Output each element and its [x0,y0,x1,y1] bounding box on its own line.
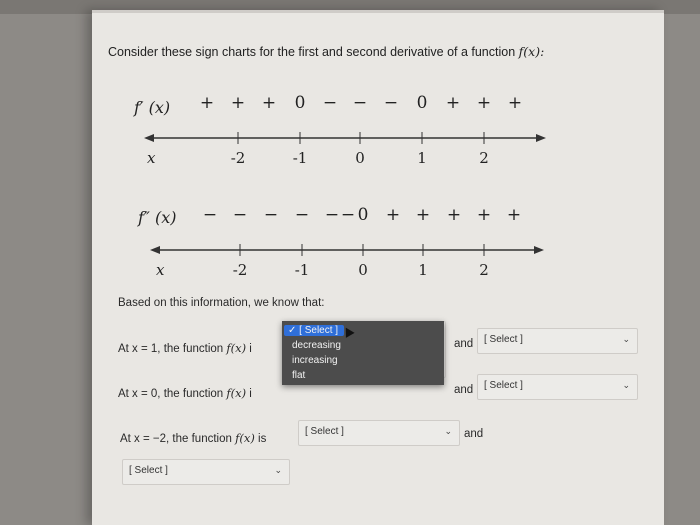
tick-label: 0 [355,149,365,167]
first-derivative-label: f′ (x) [134,98,171,117]
prompt-text: At x = 1, the function [118,343,224,355]
prompt-tail: i [249,343,252,355]
dropdown-option-decreasing[interactable]: decreasing [292,340,341,351]
sign-symbol: 0 [294,93,306,113]
sign-symbol: + [446,205,462,225]
number-lines [92,10,664,525]
sign-symbol: − [340,205,356,225]
dropdown-option-select[interactable]: ✓ [ Select ] [284,325,344,336]
select-value: [ Select ] [484,334,523,345]
axis-variable-label: x [147,149,156,167]
x0-concavity-select[interactable] [477,374,638,400]
prompt-tail: i [249,388,252,400]
tick-label: -2 [230,149,246,167]
sign-symbol: + [385,205,401,225]
select-value: [ Select ] [129,465,168,476]
tick-label: 0 [358,261,368,279]
tick-label: 2 [479,149,489,167]
tick-label: 1 [417,149,427,167]
sign-symbol: + [506,205,522,225]
question-statement: Consider these sign charts for the first and second derivative of a function [108,45,516,59]
select-value: [ Select ] [484,380,523,391]
xneg2-behavior-select[interactable] [298,420,460,446]
prompt-function: f(x) [235,431,255,445]
sign-symbol: 0 [357,205,369,225]
and-label: and [454,384,474,396]
based-on-text: Based on this information, we know that: [118,297,325,309]
question-panel [92,10,664,525]
prompt-x0 [118,386,252,400]
prompt-function: f(x) [226,386,247,400]
sign-symbol: − [232,205,248,225]
dropdown-option-flat[interactable]: flat [292,370,306,381]
axis-variable-label: x [156,261,165,279]
tick-label: -1 [292,149,308,167]
sign-symbol: + [445,93,461,113]
arrow-right-icon [536,134,546,142]
chevron-down-icon: ⌄ [622,334,630,344]
sign-symbol: − [352,93,368,113]
arrow-left-icon [144,134,154,142]
arrow-left-icon [150,246,160,254]
sign-symbol: − [294,205,310,225]
prompt-text: At x = 0, the function [118,388,224,400]
sign-symbol: + [476,93,492,113]
sign-symbol: + [230,93,246,113]
xneg2-concavity-select[interactable] [122,459,290,485]
prompt-xneg2 [120,431,266,445]
sign-symbol: − [202,205,218,225]
sign-symbol: + [507,93,523,113]
select-value: [ Select ] [305,426,344,437]
behavior-dropdown-menu [282,321,444,385]
sign-symbol: − [263,205,279,225]
prompt-text: At x = −2, the function [120,433,232,445]
sign-symbol: + [199,93,215,113]
tick-label: -2 [232,261,248,279]
second-derivative-label: f″ (x) [138,208,177,227]
chevron-down-icon: ⌄ [622,380,630,390]
and-label: and [464,428,484,440]
sign-symbol: − [324,205,340,225]
arrow-right-icon [534,246,544,254]
sign-symbol: − [383,93,399,113]
sign-symbol: + [476,205,492,225]
prompt-function: f(x) [226,341,247,355]
sign-symbol: − [322,93,338,113]
and-label: and [454,338,474,350]
tick-label: 2 [479,261,489,279]
x1-concavity-select[interactable] [477,328,638,354]
tick-label: -1 [294,261,310,279]
prompt-x1 [118,341,252,355]
chevron-down-icon: ⌄ [444,426,452,436]
prompt-tail: is [258,433,267,445]
sign-symbol: + [261,93,277,113]
sign-symbol: 0 [416,93,428,113]
sign-symbol: + [415,205,431,225]
chevron-down-icon: ⌄ [274,465,282,475]
question-function: f(x): [518,44,545,59]
tick-label: 1 [418,261,428,279]
dropdown-option-increasing[interactable]: increasing [292,355,338,366]
